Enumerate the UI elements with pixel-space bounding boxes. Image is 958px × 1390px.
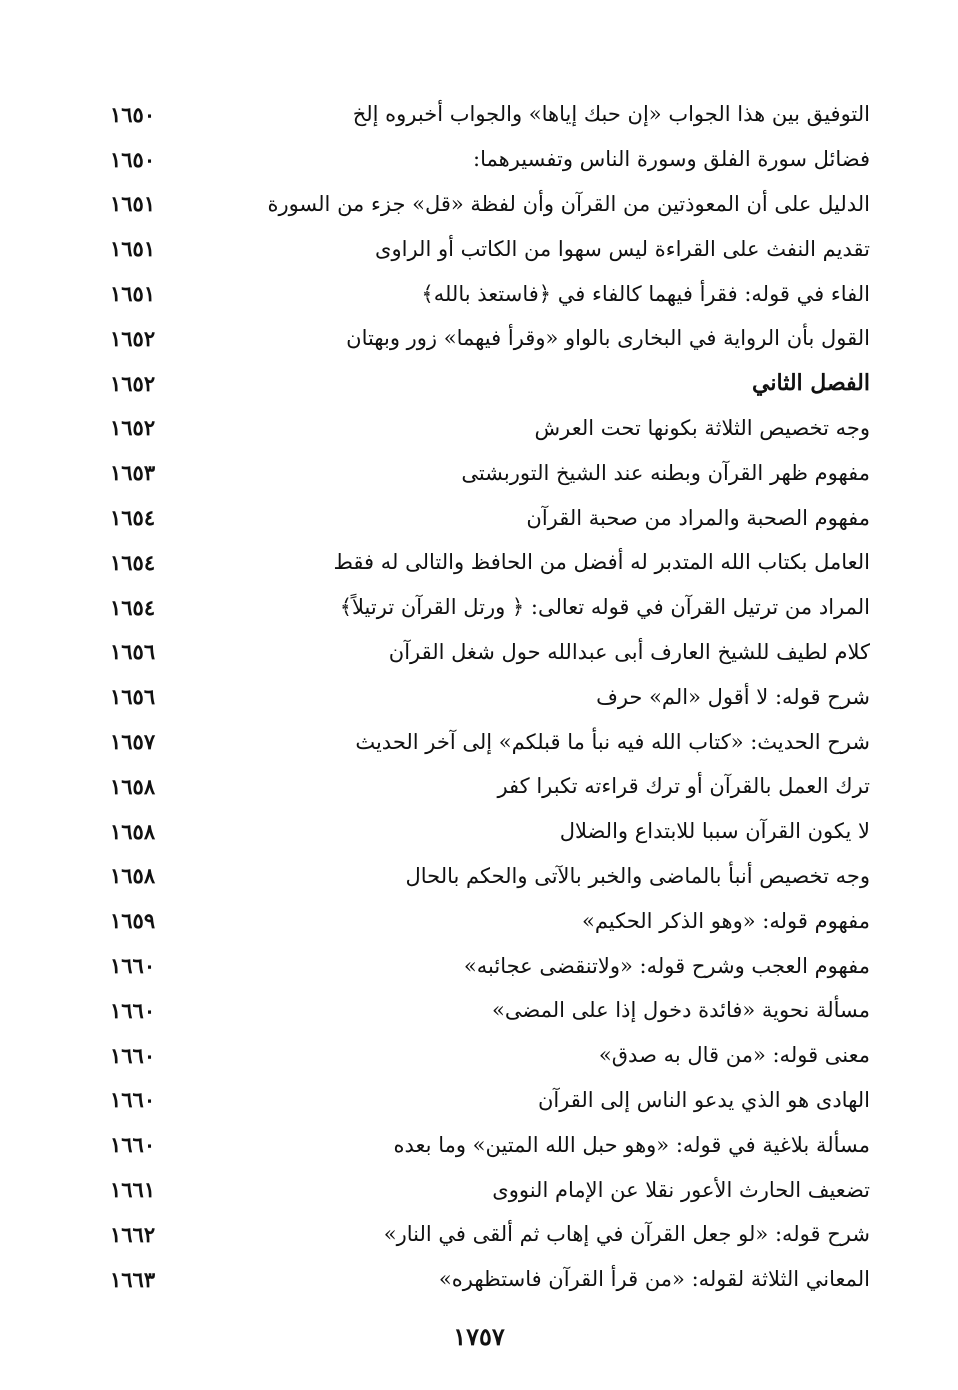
toc-row bbox=[110, 1257, 870, 1302]
toc-row bbox=[110, 182, 870, 227]
toc-row bbox=[110, 630, 870, 675]
toc-row bbox=[110, 1212, 870, 1257]
page-number: ١٧٥٧ bbox=[453, 1322, 505, 1351]
toc-entry-page: ١٦٥١ bbox=[110, 191, 156, 217]
toc-entry-title: المراد من ترتيل القرآن في قوله تعالى: ﴿ ورتل القرآن ترتيلاً﴾ bbox=[339, 595, 870, 620]
toc-row bbox=[110, 361, 870, 406]
toc-entry-title: مفهوم قوله: «وهو الذكر الحكيم» bbox=[581, 908, 870, 933]
toc-entry-page: ١٦٥٨ bbox=[110, 773, 156, 799]
toc-row bbox=[110, 271, 870, 316]
toc-row bbox=[110, 988, 870, 1033]
toc-row bbox=[110, 898, 870, 943]
toc-row bbox=[110, 1078, 870, 1123]
toc-row bbox=[110, 1122, 870, 1167]
toc-entry-title: مفهوم الصحبة والمراد من صحبة القرآن bbox=[526, 505, 870, 530]
toc-entry-title: تضعيف الحارث الأعور نقلا عن الإمام النووى bbox=[492, 1177, 870, 1202]
toc-entry-title: مسألة نحوية «فائدة دخول إذا على المضى» bbox=[492, 998, 870, 1023]
toc-entry-title: معنى قوله: «من قال به صدق» bbox=[598, 1043, 870, 1068]
toc-row bbox=[110, 674, 870, 719]
toc-entry-page: ١٦٦٠ bbox=[110, 1132, 156, 1158]
toc-row bbox=[110, 854, 870, 899]
toc-entry-page: ١٦٥٤ bbox=[110, 549, 156, 575]
toc-entry-page: ١٦٥٨ bbox=[110, 818, 156, 844]
toc-entry-page: ١٦٥٠ bbox=[110, 146, 156, 172]
toc-entry-page: ١٦٥٢ bbox=[110, 325, 156, 351]
toc-entry-page: ١٦٦٠ bbox=[110, 1087, 156, 1113]
toc-entry-title: مفهوم العجب وشرح قوله: «ولاتنقضى عجائبه» bbox=[463, 953, 870, 978]
section-heading: الفصل الثاني bbox=[752, 370, 870, 397]
toc-entry-page: ١٦٦٣ bbox=[110, 1266, 156, 1292]
toc-entry-title: العامل بكتاب الله المتدبر له أفضل من الحافظ والتالى له فقط bbox=[333, 550, 870, 575]
toc-entry-title: فضائل سورة الفلق وسورة الناس وتفسيرهما: bbox=[473, 147, 870, 172]
toc-entry-title: الدليل على أن المعوذتين من القرآن وأن لفظة «قل» جزء من السورة bbox=[267, 191, 870, 216]
toc-entry-page: ١٦٦١ bbox=[110, 1177, 156, 1203]
toc-entry-page: ١٦٥٧ bbox=[110, 729, 156, 755]
toc-entry-title: التوفيق بين هذا الجواب «إن حبك إياها» والجواب أخبروه إلخ bbox=[352, 102, 870, 127]
toc-entry-page: ١٦٥٤ bbox=[110, 594, 156, 620]
toc-entry-title: تقديم النفث على القراءة ليس سهوا من الكاتب أو الراوى bbox=[375, 236, 870, 261]
toc-row bbox=[110, 316, 870, 361]
toc-entry-title: مسألة بلاغية في قوله: «وهو حبل الله المتين» وما بعده bbox=[393, 1132, 870, 1157]
toc-entry-title: الهادى هو الذي يدعو الناس إلى القرآن bbox=[537, 1087, 870, 1112]
toc-row bbox=[110, 92, 870, 137]
toc-row bbox=[110, 540, 870, 585]
toc-row bbox=[110, 406, 870, 451]
toc-entry-page: ١٦٥٢ bbox=[110, 370, 156, 396]
toc-row bbox=[110, 1167, 870, 1212]
toc-entry-title: ترك العمل بالقرآن أو ترك قراءته تكبرا كفر bbox=[497, 774, 870, 799]
toc-entry-page: ١٦٥٤ bbox=[110, 505, 156, 531]
toc-row bbox=[110, 764, 870, 809]
toc-entry-page: ١٦٥٩ bbox=[110, 908, 156, 934]
toc-row bbox=[110, 585, 870, 630]
toc-entry-page: ١٦٥٢ bbox=[110, 415, 156, 441]
toc-row bbox=[110, 137, 870, 182]
table-of-contents bbox=[110, 92, 870, 1302]
toc-entry-title: شرح قوله: «لو جعل القرآن في إهاب ثم ألقى في النار» bbox=[383, 1222, 870, 1247]
toc-entry-title: كلام لطيف للشيخ العارف أبى عبدالله حول شغل القرآن bbox=[388, 639, 870, 664]
toc-row bbox=[110, 809, 870, 854]
toc-entry-title: وجه تخصيص الثلاثة بكونها تحت العرش bbox=[534, 415, 870, 440]
toc-entry-page: ١٦٥١ bbox=[110, 281, 156, 307]
toc-entry-page: ١٦٥٣ bbox=[110, 460, 156, 486]
toc-entry-title: لا يكون القرآن سببا للابتداع والضلال bbox=[559, 819, 870, 844]
toc-entry-page: ١٦٥٦ bbox=[110, 684, 156, 710]
toc-entry-title: شرح الحديث: «كتاب الله فيه نبأ ما قبلكم» إلى آخر الحديث bbox=[355, 729, 870, 754]
toc-row bbox=[110, 719, 870, 764]
toc-entry-title: الفاء في قوله: فقرأ فيهما كالفاء في ﴿فاستعذ بالله﴾ bbox=[421, 281, 870, 306]
toc-entry-page: ١٦٥٨ bbox=[110, 863, 156, 889]
toc-entry-page: ١٦٦٠ bbox=[110, 997, 156, 1023]
toc-entry-page: ١٦٥٦ bbox=[110, 639, 156, 665]
toc-row bbox=[110, 450, 870, 495]
toc-row bbox=[110, 226, 870, 271]
toc-entry-title: القول بأن الرواية في البخارى بالواو «وقرأ فيهما» زور وبهتان bbox=[346, 326, 870, 351]
toc-entry-title: وجه تخصيص أنبأ بالماضى والخبر بالآتى والحكم بالحال bbox=[405, 863, 870, 888]
toc-row bbox=[110, 495, 870, 540]
toc-entry-title: شرح قوله: لا أقول «الم» حرف bbox=[596, 684, 870, 709]
toc-entry-page: ١٦٦٠ bbox=[110, 1042, 156, 1068]
toc-entry-page: ١٦٥١ bbox=[110, 236, 156, 262]
toc-entry-title: المعاني الثلاثة لقوله: «من قرأ القرآن فاستظهره» bbox=[438, 1267, 870, 1292]
toc-entry-page: ١٦٥٠ bbox=[110, 101, 156, 127]
toc-entry-page: ١٦٦٠ bbox=[110, 953, 156, 979]
toc-row bbox=[110, 943, 870, 988]
toc-entry-page: ١٦٦٢ bbox=[110, 1221, 156, 1247]
toc-entry-title: مفهوم ظهر القرآن وبطنه عند الشيخ التوربشتى bbox=[461, 460, 870, 485]
toc-row bbox=[110, 1033, 870, 1078]
